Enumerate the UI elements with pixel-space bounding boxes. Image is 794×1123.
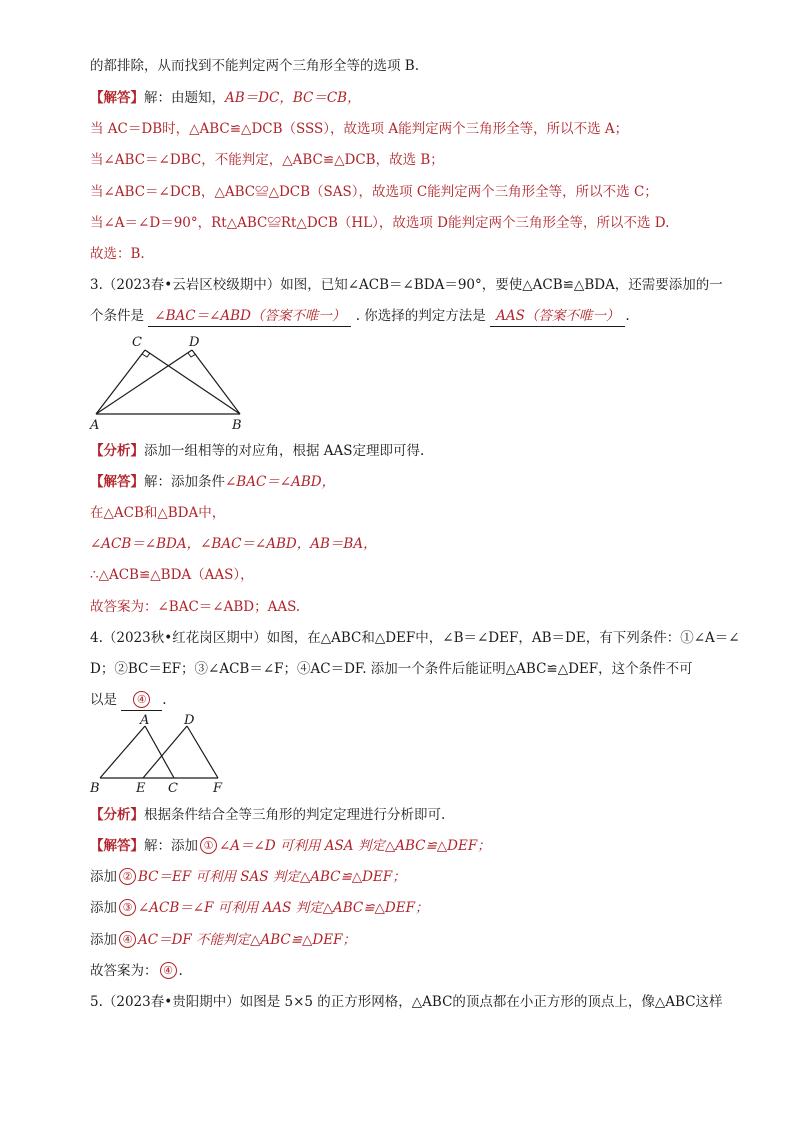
q4-circled-number: ① [200,837,217,854]
solution-tag: 【解答】 [90,474,144,490]
prev-solution-line [90,88,361,108]
solution-text: AB＝DC，BC＝CB， [225,90,361,106]
q4-stem-line-1: 4.（2023秋•红花岗区期中）如图，在△ABC和△DEF中，∠B＝∠DEF，AB＝DE，有下列条件：①∠A＝∠ [90,630,740,646]
q3-analysis-text: 添加一组相等的对应角，根据 AAS定理即可得. [144,443,425,459]
q4-label-f: F [213,781,223,794]
solution-lead: 故答案为： [90,963,158,979]
q4-label-d: D [184,713,195,728]
solution-tag: 【解答】 [90,838,144,854]
q3-stem-part-b: . 你选择的判定方法是 [355,308,486,324]
q4-stem-line-2: D；②BC＝EF；③∠ACB＝∠F；④AC＝DF. 添加一个条件后能证明△ABC≌△DEF，这个条件不可 [90,661,693,677]
solution-lead: 解：添加条件 [144,474,225,490]
q4-solution-line-3 [90,898,428,918]
q4-solution-text-3: ∠ACB＝∠F 可利用 AAS 判定△ABC≌△DEF； [138,900,429,916]
prev-text-line-3: 当 AC＝DB时，△ABC≌△DCB（SSS），故选项 A能判定两个三角形全等，所以不选 A； [90,121,629,137]
q3-label-b: B [232,418,242,432]
q3-label-a: A [90,418,100,432]
solution-lead: 解：添加 [144,838,198,854]
q4-stem-part-a: 以是 [90,692,117,708]
q4-circled-number: ④ [160,962,177,979]
q3-stem-part-a: 个条件是 [90,308,144,324]
q4-label-e: E [136,781,146,794]
solution-lead: 解：由题知， [144,90,225,106]
solution-text: ∠BAC＝∠ABD， [225,474,336,490]
q3-solution-line-1 [90,472,335,492]
analysis-tag: 【分析】 [90,443,144,459]
q4-solution-text-1: ∠A＝∠D 可利用 ASA 判定△ABC≌△DEF； [219,838,491,854]
prev-text-line-5: 当∠ABC＝∠DCB，△ABC≌△DCB（SAS），故选项 C能判定两个三角形全等，所以不选 C； [90,184,658,200]
q4-circled-number: ④ [119,931,136,948]
prev-text-line-1: 的都排除，从而找到不能判定两个三角形全等的选项 B. [90,58,420,74]
q4-label-b: B [90,781,100,794]
q5-stem-line-1: 5.（2023春•贵阳期中）如图是 5×5 的正方形网格，△ABC的顶点都在小正方形的顶点上，像△ABC这样 [90,994,723,1010]
q4-analysis-line [90,805,445,825]
q3-solution-line-4: ∴△ACB≌△BDA（AAS）， [90,567,254,583]
q3-solution-line-3: ∠ACB＝∠BDA，∠BAC＝∠ABD，AB＝BA， [90,536,377,552]
q4-circled-number: ③ [119,899,136,916]
solution-tag: 【解答】 [90,90,144,106]
q3-label-c: C [132,335,142,350]
q4-analysis-text: 根据条件结合全等三角形的判定定理进行分析即可. [144,807,446,823]
solution-lead: 添加 [90,869,117,885]
q4-label-c: C [168,781,178,794]
q4-solution-text-4: AC＝DF 不能判定△ABC≌△DEF； [138,932,356,948]
q4-label-a: A [140,713,150,728]
q4-figure [88,712,233,794]
q3-solution-line-2: 在△ACB和△BDA中， [90,505,226,521]
q4-solution-line-4 [90,930,356,950]
q4-solution-line-1 [90,836,491,856]
q4-answer-blank: ④ [121,690,162,711]
q3-answer-blank-1: ∠BAC＝∠ABD（答案不唯一） [148,306,351,327]
q3-solution-line-5: 故答案为：∠BAC＝∠ABD；AAS. [90,599,301,615]
solution-lead: 添加 [90,900,117,916]
q3-label-d: D [189,335,200,350]
prev-text-line-7: 故选：B. [90,246,145,262]
prev-text-line-6: 当∠A＝∠D＝90°，Rt△ABC≌Rt△DCB（HL），故选项 D能判定两个三角形全等，所以不选 D. [90,215,670,231]
q3-stem-line-2: 个条件是 ∠BAC＝∠ABD（答案不唯一） . 你选择的判定方法是 AAS（答案不唯一） . [90,306,630,327]
analysis-tag: 【分析】 [90,807,144,823]
q3-answer-blank-2: AAS（答案不唯一） [490,306,625,327]
q4-solution-text-2: BC＝EF 可利用 SAS 判定△ABC≌△DEF； [138,869,406,885]
q3-stem-line-1: 3.（2023春•云岩区校级期中）如图，已知∠ACB＝∠BDA＝90°，要使△ACB≌△BDA，还需要添加的一 [90,277,723,293]
q3-figure [88,332,258,432]
q3-analysis-line [90,441,424,461]
q4-solution-line-2 [90,867,406,887]
prev-text-line-4: 当∠ABC＝∠DBC，不能判定，△ABC≌△DCB，故选 B； [90,152,444,168]
solution-lead: 添加 [90,932,117,948]
q4-solution-line-5: 故答案为： ④ . [90,963,183,979]
q4-stem-line-3: 以是 ④ . [90,690,167,711]
q4-circled-number: ② [119,868,136,885]
